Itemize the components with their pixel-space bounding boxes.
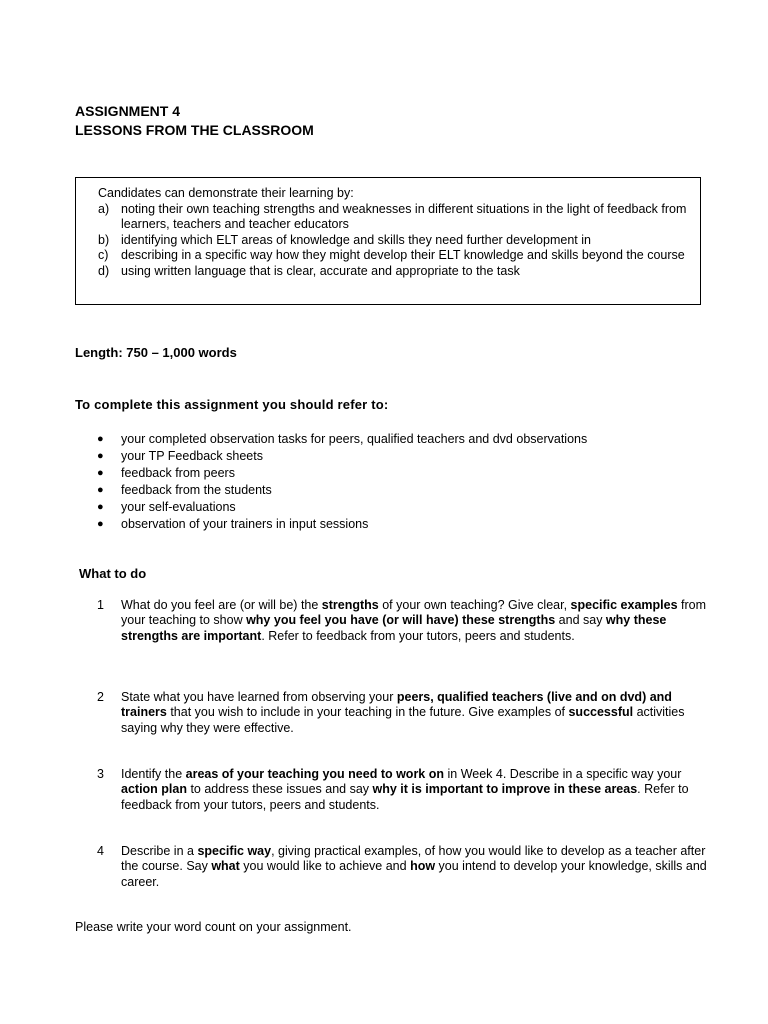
task-text bbox=[121, 690, 707, 736]
emphasis-text: areas of your teaching you need to work on bbox=[185, 767, 445, 781]
outcome-marker: a) bbox=[98, 201, 110, 216]
learning-outcomes-box bbox=[75, 177, 701, 305]
task-text-run: you intend to develop your knowledge, skills and career. bbox=[121, 859, 707, 889]
emphasis-text: specific way bbox=[197, 844, 272, 858]
word-length-requirement: Length: 750 – 1,000 words bbox=[75, 345, 237, 360]
list-item-text: feedback from the students bbox=[121, 483, 272, 497]
outcome-text: describing in a specific way how they might develop their ELT knowledge and skills beyond the course bbox=[121, 248, 685, 262]
task-text-run: and say bbox=[555, 613, 606, 628]
task-text-run: of your own teaching? Give clear, bbox=[378, 598, 571, 612]
outcome-marker: d) bbox=[98, 263, 110, 278]
outcomes-list bbox=[98, 202, 690, 280]
list-item bbox=[97, 516, 587, 533]
task-text-run: you would like to achieve and bbox=[239, 859, 411, 874]
emphasis-text: why you feel you have (or will have) these strengths bbox=[246, 613, 556, 628]
refer-to-list bbox=[97, 431, 587, 533]
task-text-run: , giving practical examples, of how you would like to develop as a teacher after the course. Say bbox=[121, 844, 706, 874]
refer-to-heading: To complete this assignment you should refer to: bbox=[75, 397, 389, 412]
task-item-2 bbox=[97, 690, 707, 736]
outcome-item bbox=[98, 264, 690, 280]
task-text-run: activities saying why they were effective. bbox=[121, 705, 685, 735]
task-number: 3 bbox=[97, 767, 104, 781]
assignment-number: ASSIGNMENT 4 bbox=[75, 103, 181, 119]
outcome-item bbox=[98, 248, 690, 264]
list-item-text: your self-evaluations bbox=[121, 500, 236, 514]
list-item bbox=[97, 431, 587, 448]
task-number: 2 bbox=[97, 690, 104, 704]
outcome-item bbox=[98, 202, 690, 233]
list-item-text: feedback from peers bbox=[121, 466, 235, 480]
emphasis-text: successful bbox=[568, 705, 634, 720]
task-number: 4 bbox=[97, 844, 104, 858]
list-item bbox=[97, 482, 587, 499]
bullet-icon: ● bbox=[97, 450, 104, 462]
emphasis-text: why these strengths are important bbox=[121, 613, 667, 643]
emphasis-text: specific examples bbox=[570, 598, 678, 612]
outcome-text: noting their own teaching strengths and weaknesses in different situations in the light of feedback from learners, teachers and teacher educators bbox=[121, 201, 687, 231]
task-item-4 bbox=[97, 844, 707, 890]
list-item bbox=[97, 448, 587, 465]
outcomes-intro: Candidates can demonstrate their learning by: bbox=[98, 186, 354, 200]
task-text-run: that you wish to include in your teaching in the future. Give examples of bbox=[166, 705, 569, 720]
task-text-run: from your teaching to show bbox=[121, 598, 707, 628]
outcome-text: identifying which ELT areas of knowledge and skills they need further development in bbox=[121, 232, 591, 247]
outcome-text: using written language that is clear, accurate and appropriate to the task bbox=[121, 263, 520, 278]
assignment-title bbox=[75, 102, 314, 140]
list-item-text: observation of your trainers in input sessions bbox=[121, 517, 369, 531]
list-item bbox=[97, 499, 587, 516]
outcome-marker: c) bbox=[98, 248, 109, 262]
task-text-run: Describe in a bbox=[121, 844, 198, 858]
list-item-text: your TP Feedback sheets bbox=[121, 449, 263, 463]
what-to-do-heading: What to do bbox=[79, 566, 147, 581]
task-item-3 bbox=[97, 767, 707, 813]
task-text-run: in Week 4. Describe in a specific way your bbox=[444, 767, 682, 781]
bullet-icon: ● bbox=[97, 501, 104, 513]
emphasis-text: what bbox=[211, 859, 240, 874]
emphasis-text: peers, qualified teachers (live and on dvd) and trainers bbox=[121, 690, 672, 720]
bullet-icon: ● bbox=[97, 433, 104, 445]
emphasis-text: how bbox=[410, 859, 436, 874]
emphasis-text: strengths bbox=[321, 598, 379, 612]
task-text bbox=[121, 767, 707, 813]
task-number: 1 bbox=[97, 598, 104, 612]
assignment-subtitle: LESSONS FROM THE CLASSROOM bbox=[75, 122, 314, 138]
emphasis-text: action plan bbox=[121, 782, 187, 797]
task-item-1 bbox=[97, 598, 707, 644]
task-text bbox=[121, 598, 707, 644]
bullet-icon: ● bbox=[97, 518, 104, 530]
list-item bbox=[97, 465, 587, 482]
task-text-run: Identify the bbox=[121, 767, 186, 781]
word-count-note: Please write your word count on your assignment. bbox=[75, 920, 352, 934]
task-text-run: to address these issues and say bbox=[186, 782, 373, 797]
outcome-marker: b) bbox=[98, 232, 110, 247]
task-text-run: . Refer to feedback from your tutors, peers and students. bbox=[121, 782, 689, 812]
emphasis-text: why it is important to improve in these areas bbox=[372, 782, 638, 797]
task-text-run: State what you have learned from observing your bbox=[121, 690, 397, 704]
bullet-icon: ● bbox=[97, 467, 104, 479]
outcome-item bbox=[98, 233, 690, 249]
task-text bbox=[121, 844, 707, 890]
list-item-text: your completed observation tasks for peers, qualified teachers and dvd observations bbox=[121, 432, 588, 446]
bullet-icon: ● bbox=[97, 484, 104, 496]
task-text-run: What do you feel are (or will be) the bbox=[121, 598, 322, 612]
task-text-run: . Refer to feedback from your tutors, peers and students. bbox=[261, 628, 575, 643]
